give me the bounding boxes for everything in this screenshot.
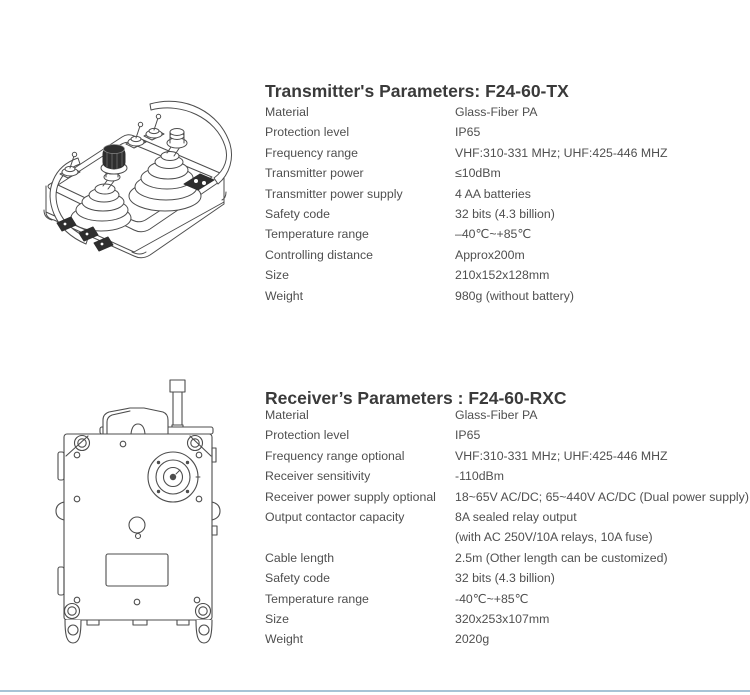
spec-value: 980g (without battery) <box>455 288 574 303</box>
spec-label: Receiver power supply optional <box>265 489 436 504</box>
spec-value: 32 bits (4.3 billion) <box>455 571 555 586</box>
spec-label: Frequency range optional <box>265 448 405 463</box>
table-row <box>265 122 747 142</box>
spec-label: Safety code <box>265 207 330 222</box>
spec-label: Weight <box>265 288 304 303</box>
spec-label: Protection level <box>265 428 350 443</box>
table-row <box>265 446 747 466</box>
spec-value: 18~65V AC/DC; 65~440V AC/DC (Dual power supply) <box>455 489 749 504</box>
spec-label: Weight <box>265 632 304 647</box>
spec-label: Transmitter power <box>265 166 364 181</box>
spec-value <box>455 507 747 548</box>
transmitter-line-drawing-icon <box>34 92 254 288</box>
table-row <box>265 589 747 609</box>
spec-label: Size <box>265 268 289 283</box>
table-row <box>265 568 747 588</box>
spec-label: Temperature range <box>265 227 369 242</box>
bottom-section-divider <box>0 690 750 692</box>
transmitter-spec-table <box>265 102 747 306</box>
table-row <box>265 507 747 548</box>
table-row <box>265 163 747 183</box>
table-row <box>265 487 747 507</box>
spec-value: 210x152x128mm <box>455 268 550 283</box>
receiver-spec-table <box>265 405 747 650</box>
table-row <box>265 629 747 649</box>
spec-value: 32 bits (4.3 billion) <box>455 207 555 222</box>
spec-value-line-1: 8A sealed relay output <box>455 510 577 525</box>
spec-label: Output contactor capacity <box>265 510 405 525</box>
spec-value: 320x253x107mm <box>455 612 550 627</box>
table-row <box>265 405 747 425</box>
table-row <box>265 425 747 445</box>
spec-value: IP65 <box>455 125 481 140</box>
spec-value: –40℃~+85℃ <box>455 227 532 242</box>
spec-value: -40℃~+85℃ <box>455 591 529 606</box>
spec-label: Cable length <box>265 550 335 565</box>
spec-value: 2.5m (Other length can be customized) <box>455 550 668 565</box>
spec-label: Size <box>265 612 289 627</box>
receiver-illustration <box>52 352 242 650</box>
spec-label: Protection level <box>265 125 350 140</box>
table-row <box>265 609 747 629</box>
spec-label: Frequency range <box>265 145 358 160</box>
spec-label: Material <box>265 408 309 422</box>
table-row <box>265 143 747 163</box>
spec-value: ≤10dBm <box>455 166 501 181</box>
spec-label: Material <box>265 105 309 119</box>
spec-value-line-2: (with AC 250V/10A relays, 10A fuse) <box>455 530 653 545</box>
table-row <box>265 102 747 122</box>
transmitter-section-title: Transmitter's Parameters: F24-60-TX <box>265 80 569 101</box>
spec-value: Glass-Fiber PA <box>455 408 538 422</box>
table-row <box>265 204 747 224</box>
spec-value: VHF:310-331 MHz; UHF:425-446 MHZ <box>455 448 668 463</box>
spec-value: VHF:310-331 MHz; UHF:425-446 MHZ <box>455 145 668 160</box>
receiver-line-drawing-icon <box>52 352 242 650</box>
spec-label: Controlling distance <box>265 247 374 262</box>
spec-label: Receiver sensitivity <box>265 469 371 484</box>
spec-label: Temperature range <box>265 591 369 606</box>
table-row <box>265 245 747 265</box>
spec-value: 4 AA batteries <box>455 186 531 201</box>
spec-value: Glass-Fiber PA <box>455 105 538 119</box>
spec-value: IP65 <box>455 428 481 443</box>
spec-value: Approx200m <box>455 247 525 262</box>
receiver-section-title: Receiver’s Parameters : F24-60-RXC <box>265 387 567 408</box>
spec-label: Safety code <box>265 571 330 586</box>
spec-value: -110dBm <box>455 469 504 484</box>
spec-label: Transmitter power supply <box>265 186 403 201</box>
transmitter-illustration <box>34 92 254 288</box>
table-row <box>265 184 747 204</box>
table-row <box>265 548 747 568</box>
table-row <box>265 265 747 285</box>
table-row <box>265 286 747 306</box>
table-row <box>265 466 747 486</box>
table-row <box>265 224 747 244</box>
spec-value: 2020g <box>455 632 490 647</box>
